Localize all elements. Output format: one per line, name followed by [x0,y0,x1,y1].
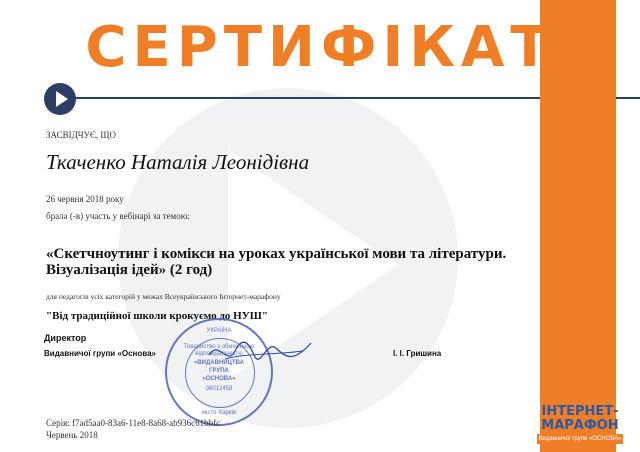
issue-date: Червень 2018 [46,430,98,440]
stamp-line-6: «ОСНОВА» [202,376,236,382]
director-label: Директор [44,333,87,343]
internet-marathon-logo [535,405,625,447]
topic-line-1: «Скетчноутинг і комікси на уроках української мови та літератури. [46,246,507,262]
logo-subtitle: Видавничої групи «ОСНОВА» [538,436,622,442]
stamp-line-3: відповідальністю [195,351,243,357]
director-signature [205,333,315,373]
logo-line-2: МАРАФОН [541,418,619,433]
date: 26 червня 2018 року [46,194,124,204]
stamp-line-4: «ВИДАВНИЦТВА [194,360,244,366]
title-divider-right [616,97,640,99]
series-number: Серія: f7ad5aa0-83a6-11e8-8a68-ab936c61bbfc [46,418,221,428]
certifies-label: ЗАСВІДЧУЄ, ЩО [46,130,116,140]
title-divider [70,97,540,99]
stamp-line-1: УКРАЇНА [206,328,232,334]
logo-line-1: ІНТЕРНЕТ- [541,404,619,419]
participation-text: брала (-в) участь у вебінарі за темою: [46,211,190,221]
director-name: І. І. Гришина [393,349,442,358]
play-icon-triangle [56,91,68,107]
webinar-topic [46,246,546,278]
marathon-name: "Від традиційної школи крокуємо до НУШ" [46,310,268,322]
stamp-line-2: Товариство з обмеженою [183,344,255,350]
topic-line-2: Візуалізація ідей» (2 год) [46,262,213,278]
stamp-line-7: 36012458 [205,386,233,392]
director-org: Видавничої групи «Основа» [44,349,156,358]
stamp-line-5: ГРУПА [209,368,229,374]
certificate-title: СЕРТИФІКАТ [85,15,555,80]
audience-text: для педагогів усіх категорій у межах Всеукраїнського Інтернет-марафону [46,292,281,301]
stamp-line-8: місто Харків [202,410,236,416]
recipient-name: Ткаченко Наталія Леонідівна [46,150,310,174]
